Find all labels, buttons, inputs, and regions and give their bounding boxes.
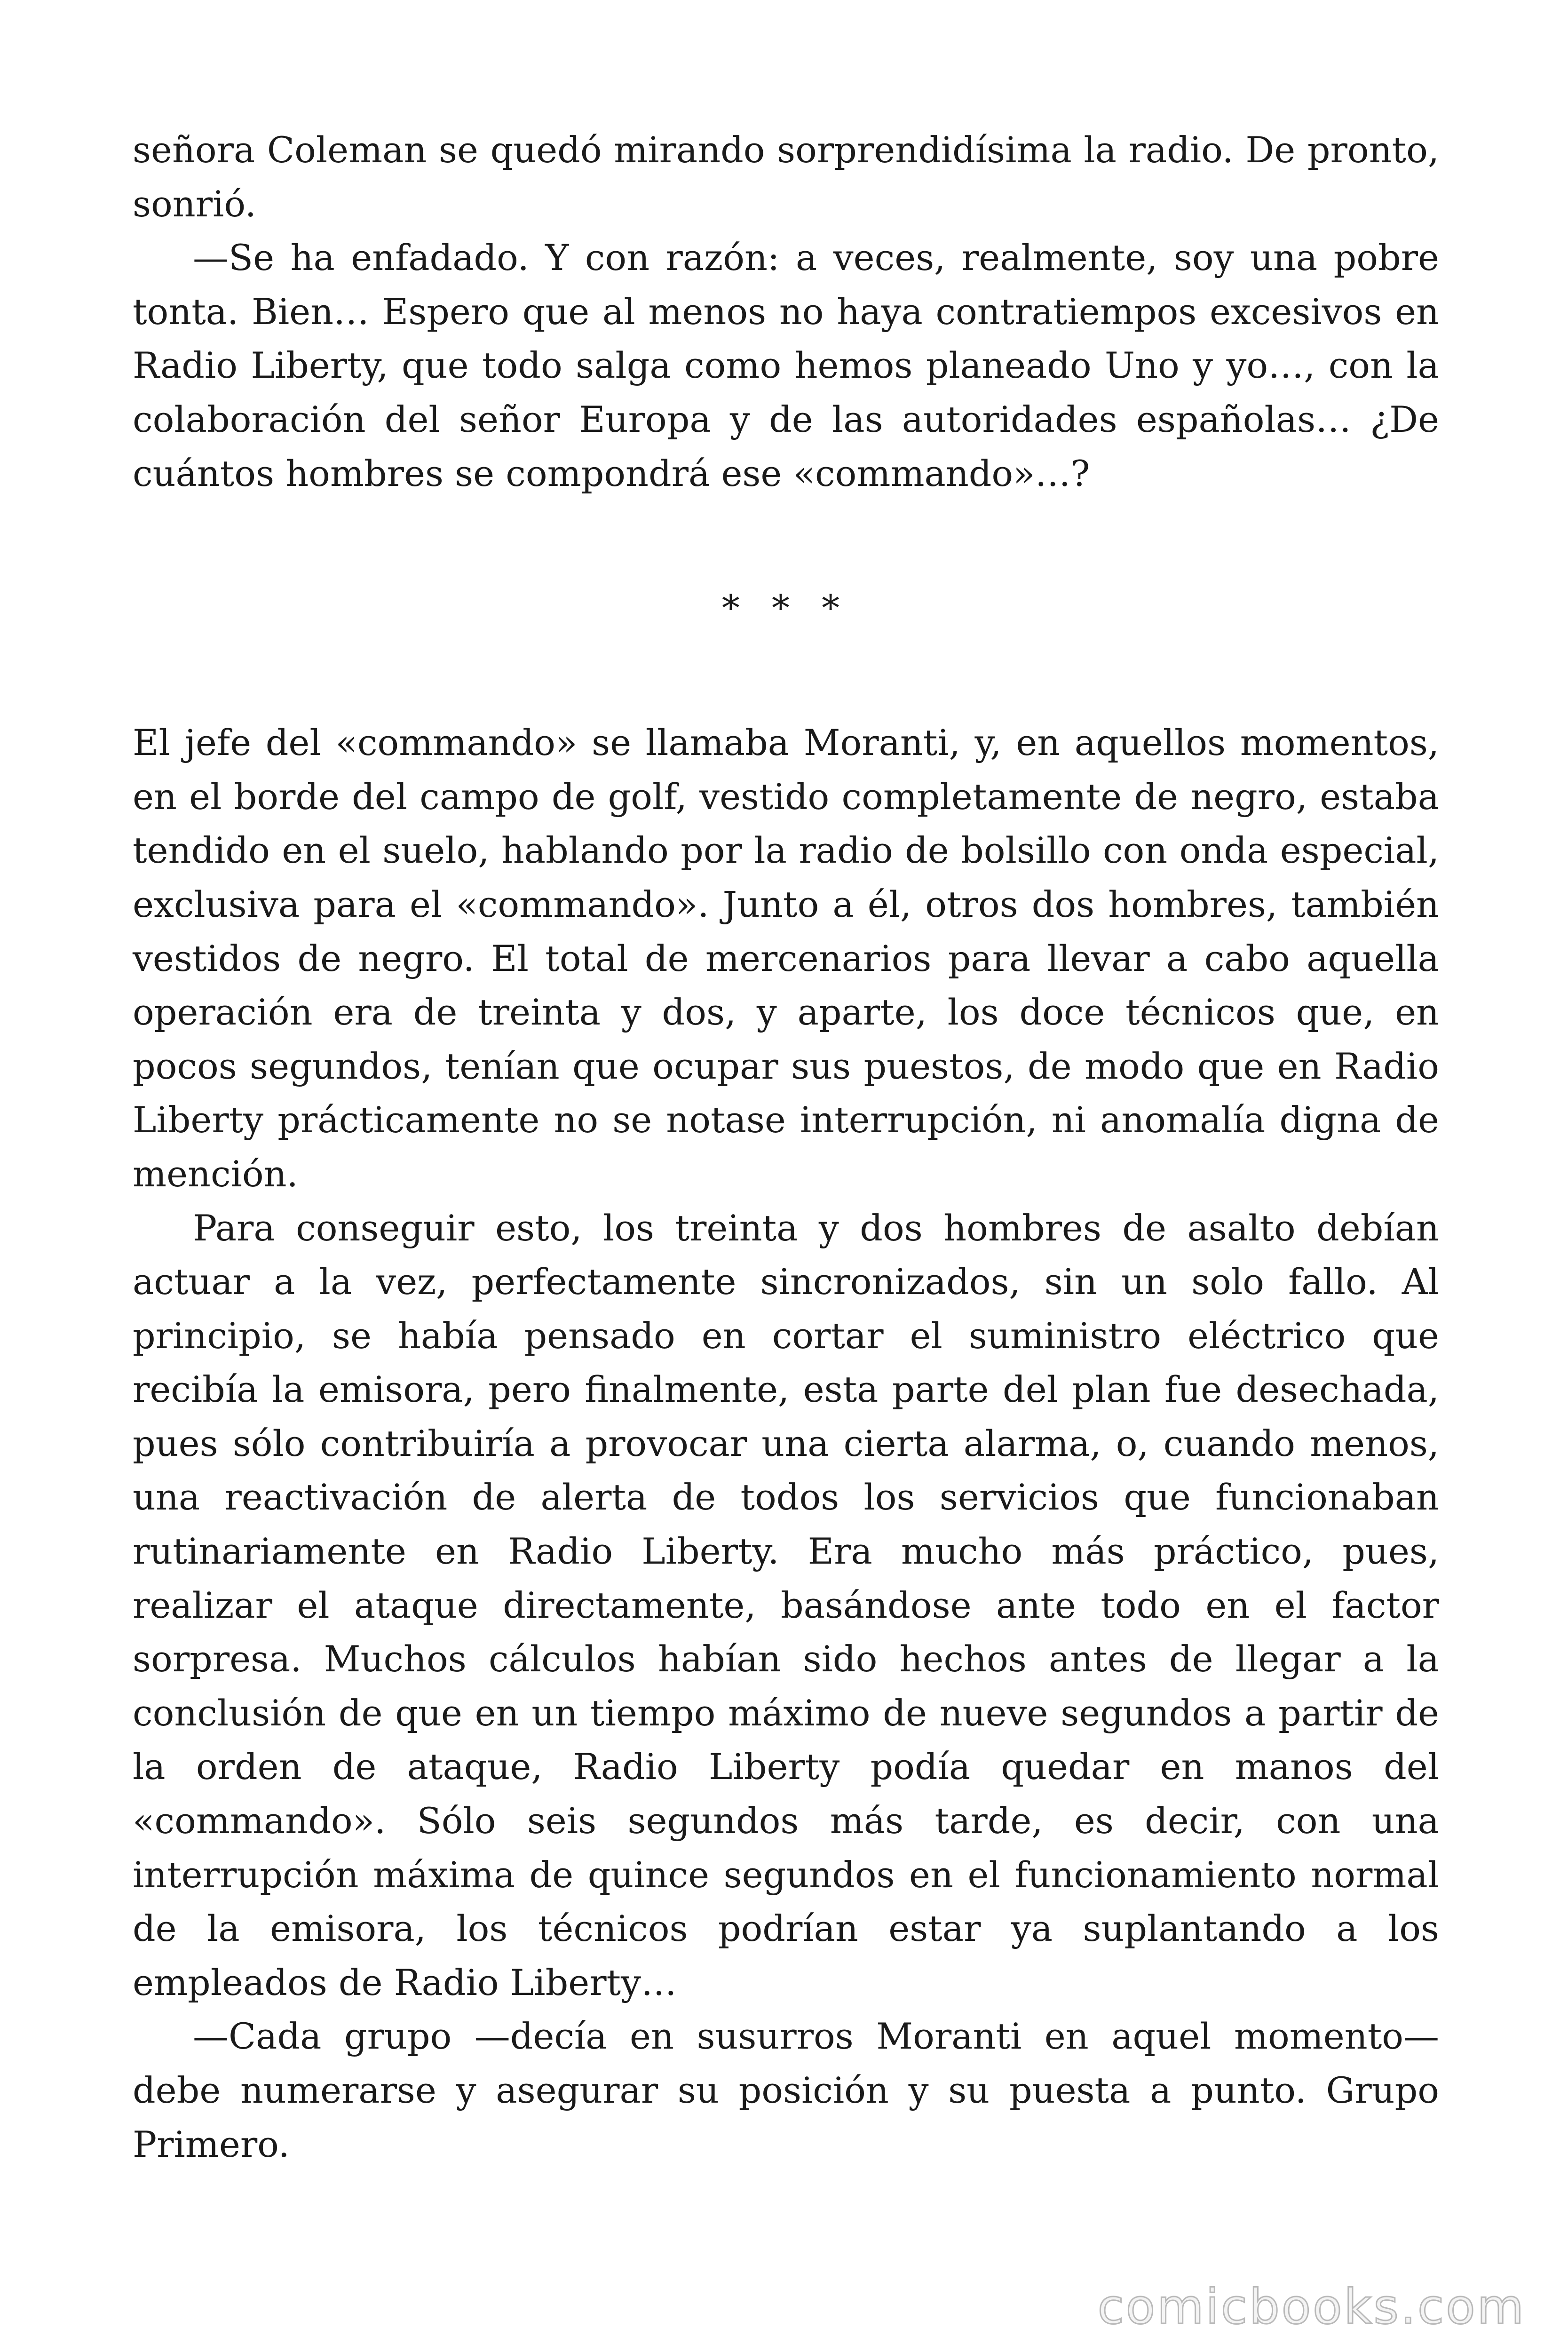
paragraph-continuation: señora Coleman se quedó mirando sorprendidísima la radio. De pronto, sonrió. — [133, 129, 1439, 225]
paragraph-attack-plan: Para conseguir esto, los treinta y dos hombres de asalto debían actuar a la vez, perfectamente sincronizados, sin un solo fallo. Al principio, se había pensado en cortar el suministro eléctrico que recibía la emisora, pero finalmente, esta parte del plan fue desechada, pues sólo contribuiría a provocar una cierta alarma, o, cuando menos, una reactivación de alerta de todos los servicios que funcionaban rutinariamente en Radio Liberty. Era mucho más práctico, pues, realizar el ataque directamente, basándose ante todo en el factor sorpresa. Muchos cálculos habían sido hechos antes de llegar a la conclusión de que en un tiempo máximo de nueve segundos a partir de la orden de ataque, Radio Liberty podía quedar en manos del «commando». Sólo seis segundos más tarde, es decir, con una interrupción máxima de quince segundos en el funcionamiento normal de la emisora, los técnicos podrían estar ya suplantando a los empleados de Radio Liberty… — [133, 1207, 1439, 2003]
watermark-logo: comicbooks.com — [1097, 2279, 1526, 2335]
paragraph-dialogue-coleman: —Se ha enfadado. Y con razón: a veces, realmente, soy una pobre tonta. Bien… Espero que al menos no haya contratiempos excesivos en Radio Liberty, que todo salga como hemos planeado Uno y yo…, con la colaboración del señor Europa y de las autoridades españolas… ¿De cuántos hombres se compondrá ese «commando»…? — [133, 237, 1439, 494]
paragraph-moranti-intro: El jefe del «commando» se llamaba Moranti, y, en aquellos momentos, en el borde del campo de golf, vestido completamente de negro, estaba tendido en el suelo, hablando por la radio de bolsillo con onda especial, exclusiva para el «commando». Junto a él, otros dos hombres, también vestidos de negro. El total de mercenarios para llevar a cabo aquella operación era de treinta y dos, y aparte, los doce técnicos que, en pocos segundos, tenían que ocupar sus puestos, de modo que en Radio Liberty prácticamente no se notase interrupción, ni anomalía digna de mención. — [133, 722, 1439, 1195]
scene-break-separator: * * * — [721, 587, 850, 629]
book-page — [133, 123, 1439, 2171]
paragraph-dialogue-moranti: —Cada grupo —decía en susurros Moranti en aquel momento— debe numerarse y asegurar su posición y su puesta a punto. Grupo Primero. — [133, 2015, 1439, 2165]
